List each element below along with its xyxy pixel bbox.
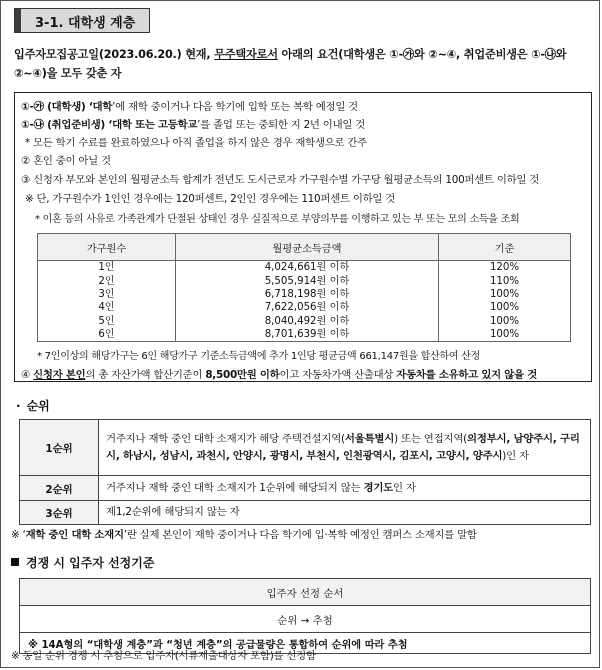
req-4-bold3: 자동차를 소유하고 있지 않을 것: [396, 369, 537, 381]
req-4-bold1: 신청자 본인: [33, 369, 86, 381]
rank2-text-a: 거주지나 재학 중인 대학 소재지가 1순위에 해당되지 않는: [106, 481, 364, 494]
income-header-amount: 월평균소득금액: [176, 234, 439, 261]
req-4-bold2: 8,500만원 이하: [205, 369, 280, 381]
rank1-desc: [99, 420, 591, 476]
income-header-criteria: 기준: [439, 234, 571, 261]
intro-line2: ②~④)을 모두 갖춘 자: [14, 67, 122, 80]
req-1b-mark: ①-㉯ (취업준비생) ‘: [21, 119, 113, 131]
income-header-household: 가구원수: [38, 234, 176, 261]
selection-heading-text: 경쟁 시 입주자 선정기준: [26, 556, 155, 570]
req-4: [21, 366, 537, 381]
req-2: ② 혼인 중이 아닐 것: [21, 155, 111, 167]
criteria-cell: 120%: [439, 261, 571, 275]
square-bullet-icon: [11, 558, 19, 566]
rank1-text-e: )인 자: [502, 449, 529, 462]
amount-cell: 6,718,198원 이하: [176, 288, 439, 301]
selection-heading: [11, 554, 154, 571]
criteria-cell: 100%: [439, 301, 571, 314]
selection-table: [19, 578, 591, 654]
req-1a: [21, 98, 358, 113]
req-3: ③ 신청자 부모와 본인의 월평균소득 합계가 전년도 도시근로자 가구원수별 가구당 월평균소득의 100퍼센트 이하일 것: [21, 174, 540, 186]
amount-cell: 5,505,914원 이하: [176, 274, 439, 287]
amount-cell: 7,622,056원 이하: [176, 301, 439, 314]
intro-prefix: 입주자모집공고일(2023.06.20.) 현재,: [14, 48, 215, 61]
req-1b: [21, 116, 365, 131]
selection-footer-note: ※ 동일 순위 경쟁 시 추첨으로 입주자(서류제출대상자 포함)를 선정함: [11, 650, 316, 662]
req-3-note2: * 이혼 등의 사유로 가족관계가 단절된 상태인 경우 실질적으로 부양의무를 이행하고 있는 부 또는 모의 소득을 조회: [35, 214, 520, 225]
rank3-desc: 제1,2순위에 해당되지 않는 자: [99, 501, 591, 525]
criteria-cell: 100%: [439, 315, 571, 328]
criteria-cell: 100%: [439, 288, 571, 301]
req-4-mid2: 이고 자동차가액 산출대상: [279, 369, 397, 381]
table-row: [20, 476, 591, 501]
req-1a-mark: ①-㉮ (대학생) ‘: [21, 101, 93, 113]
req-4-mark: ④: [21, 369, 34, 381]
rank1-text-b: 서울특별시: [344, 432, 395, 445]
req-1b-note: * 모든 학기 수료를 완료하였으나 아직 졸업을 하지 않은 경우 재학생으로 간주: [25, 137, 367, 149]
table-row: [38, 315, 571, 328]
rank-note: [11, 526, 477, 541]
household-cell: 4인: [38, 301, 176, 314]
table-row: [38, 328, 571, 342]
title-accent-bar: [15, 9, 21, 32]
criteria-cell: 110%: [439, 274, 571, 287]
req-3-note: ※ 단, 가구원수가 1인인 경우에는 120퍼센트, 2인인 경우에는 110퍼센트 이하일 것: [25, 193, 396, 205]
req-1a-rest: ’에 재학 중이거나 다음 학기에 입학 또는 복학 예정일 것: [112, 101, 358, 113]
table-row: [38, 274, 571, 287]
rank2-label: 2순위: [20, 476, 99, 501]
table-row: [20, 420, 591, 476]
household-cell: 3인: [38, 288, 176, 301]
req-1a-bold: 대학: [92, 101, 113, 113]
selection-table-note: ※ 14A형의 “대학생 계층”과 “청년 계층”의 공급물량은 통합하여 순위에 따라 추첨: [20, 633, 591, 654]
income-table-header-row: [38, 234, 571, 261]
table-row: [38, 301, 571, 314]
intro-paragraph: [14, 45, 594, 83]
rank-heading-text: 순위: [26, 399, 50, 413]
rank-note-a: ※ ‘: [11, 529, 26, 541]
rank2-text-b: 경기도: [363, 481, 394, 494]
rank3-label: 3순위: [20, 501, 99, 525]
intro-underlined: 무주택자로서: [214, 48, 278, 61]
household-cell: 1인: [38, 261, 176, 275]
req-1b-bold: 대학 또는 고등학교: [112, 119, 198, 131]
rank-table: [19, 419, 591, 525]
amount-cell: 8,040,492원 이하: [176, 315, 439, 328]
table-row: [20, 579, 591, 606]
amount-cell: 8,701,639원 이하: [176, 328, 439, 342]
rank1-label: 1순위: [20, 420, 99, 476]
intro-suffix: 아래의 요건(대학생은 ①-㉮와 ②~④, 취업준비생은 ①-㉯와: [277, 48, 567, 61]
household-cell: 2인: [38, 274, 176, 287]
household-cell: 5인: [38, 315, 176, 328]
bullet-icon: ·: [16, 399, 21, 413]
section-title-box: [14, 8, 150, 33]
req-1b-rest: ’를 졸업 또는 중퇴한 지 2년 이내일 것: [197, 119, 365, 131]
rank1-text-d: 의정부시, 남양주시, 구리시, 하남시, 성남시, 과천시, 안양시, 광명시, 부천시, 인천광역시, 김포시, 고양시, 양주시: [106, 432, 580, 462]
rank-heading: [16, 397, 50, 414]
table-row: [38, 261, 571, 275]
rank1-text-c: ) 또는 연접지역(: [394, 432, 468, 445]
rank-note-b: 재학 중인 대학 소재지: [25, 529, 124, 541]
rank1-text-a: 거주지나 재학 중인 대학 소재지가 해당 주택건설지역(: [106, 432, 345, 445]
rank2-desc: [99, 476, 591, 501]
table-row: [20, 501, 591, 525]
amount-cell: 4,024,661원 이하: [176, 261, 439, 275]
table-row: [38, 288, 571, 301]
rank-note-c: ’란 실제 본인이 재학 중이거나 다음 학기에 입·복학 예정인 캠퍼스 소재지를 말함: [123, 529, 477, 541]
rank2-text-c: 인 자: [393, 481, 416, 494]
req-4-mid: 의 총 자산가액 합산기준이: [85, 369, 206, 381]
income-table: [37, 233, 571, 342]
criteria-cell: 100%: [439, 328, 571, 342]
section-title: 3-1. 대학생 계층: [35, 16, 136, 31]
income-footnote: * 7인이상의 해당가구는 6인 해당가구 기준소득금액에 추가 1인당 평균금액 661,147원을 합산하여 산정: [37, 351, 481, 362]
selection-order: 순위 → 추첨: [20, 606, 591, 633]
table-row: [20, 606, 591, 633]
selection-table-header: 입주자 선정 순서: [20, 579, 591, 606]
household-cell: 6인: [38, 328, 176, 342]
